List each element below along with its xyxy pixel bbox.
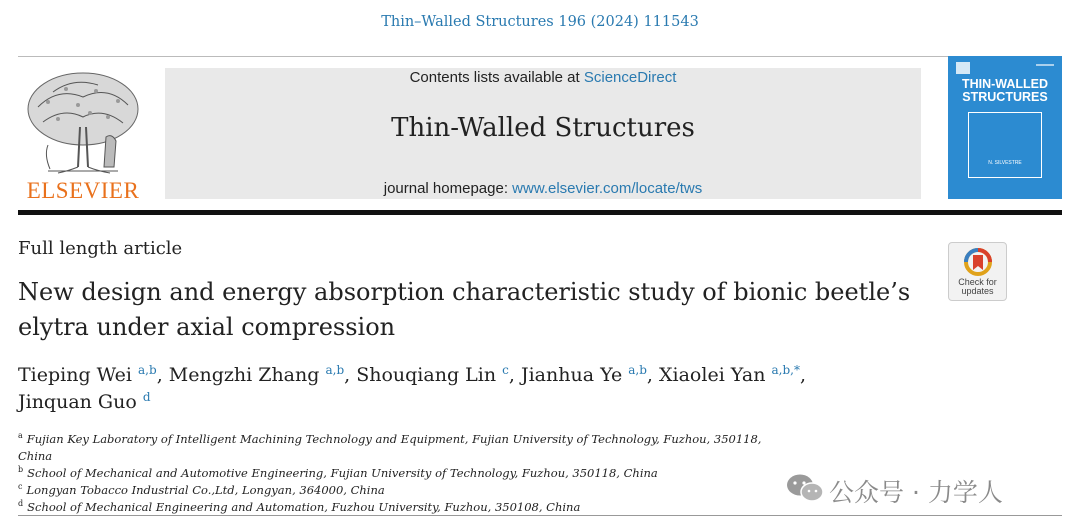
sciencedirect-link[interactable]: ScienceDirect [583,69,677,86]
check-updates-line2: updates [961,286,994,296]
author-affiliation-ref[interactable]: a,b,* [771,363,800,377]
affiliation-text: School of Mechanical Engineering and Automation, Fuzhou University, Fuzhou, 350108, China [27,500,581,514]
author-separator: , [508,364,521,386]
article-title [18,275,918,345]
affiliation-text: School of Mechanical and Automotive Engineering, Fujian University of Technology, Fuzhou, 350118, China [27,466,658,480]
wechat-icon [785,472,825,504]
author-affiliation-ref[interactable]: a,b [138,363,157,377]
article-title-line1: New design and energy absorption characteristic study of bionic beetle’s [18,278,911,306]
author-list [18,362,918,416]
affiliation-list [18,431,798,516]
cover-header-marks [956,62,1054,76]
top-divider [18,56,1062,57]
affiliation-item [18,431,798,465]
article-title-line2: elytra under axial compression [18,313,396,341]
check-for-updates-button[interactable] [948,242,1007,301]
author-name[interactable]: Jinquan Guo [18,391,137,413]
author-separator: , [646,364,659,386]
affiliation-key: d [18,499,24,508]
contents-line [165,69,921,86]
affiliation-item [18,499,798,516]
homepage-line [165,180,921,197]
affiliation-text: Fujian Key Laboratory of Intelligent Machining Technology and Equipment, Fujian University of Technology, Fuzhou, 350118, China [18,432,762,463]
author-affiliation-ref[interactable]: d [142,390,151,404]
author-name[interactable]: Jianhua Ye [520,364,623,386]
watermark-text: 公众号 · 力学人 [829,478,1003,507]
affiliation-item [18,482,798,499]
cover-title [948,78,1062,104]
homepage-prefix: journal homepage: [383,180,513,197]
journal-reference-link[interactable]: Thin–Walled Structures 196 (2024) 111543 [381,14,699,30]
article-type: Full length article [18,238,183,259]
cover-frame [968,112,1042,178]
contents-prefix: Contents lists available at [409,69,584,86]
author-name[interactable]: Xiaolei Yan [659,364,766,386]
journal-title: Thin-Walled Structures [391,113,695,143]
check-updates-line1: Check for [958,277,997,287]
publisher-name: ELSEVIER [26,178,140,203]
affiliation-text: Longyan Tobacco Industrial Co.,Ltd, Longyan, 364000, China [26,483,385,497]
homepage-link[interactable]: www.elsevier.com/locate/tws [512,180,703,197]
author-separator: , [156,364,169,386]
author-affiliation-ref[interactable]: a,b [325,363,345,377]
author-affiliation-ref[interactable]: c [502,363,509,377]
author-affiliation-ref[interactable]: a,b [628,363,647,377]
check-updates-icon [963,247,993,277]
author-name[interactable]: Tieping Wei [18,364,132,386]
affiliation-item [18,465,798,482]
bottom-divider [18,515,1062,516]
affiliation-key: b [18,465,24,474]
author-separator: , [799,364,807,386]
author-separator: , [344,364,357,386]
cover-editor: N. SILVESTRE [988,160,1022,166]
affiliation-key: a [18,431,23,440]
header-thick-divider [18,210,1062,215]
affiliation-key: c [18,482,23,491]
cover-title-line2: STRUCTURES [962,90,1048,104]
cover-title-line1: THIN-WALLED [961,77,1049,91]
check-updates-label [949,278,1006,296]
author-name[interactable]: Shouqiang Lin [356,364,497,386]
author-name[interactable]: Mengzhi Zhang [168,364,320,386]
journal-cover[interactable] [948,56,1062,199]
